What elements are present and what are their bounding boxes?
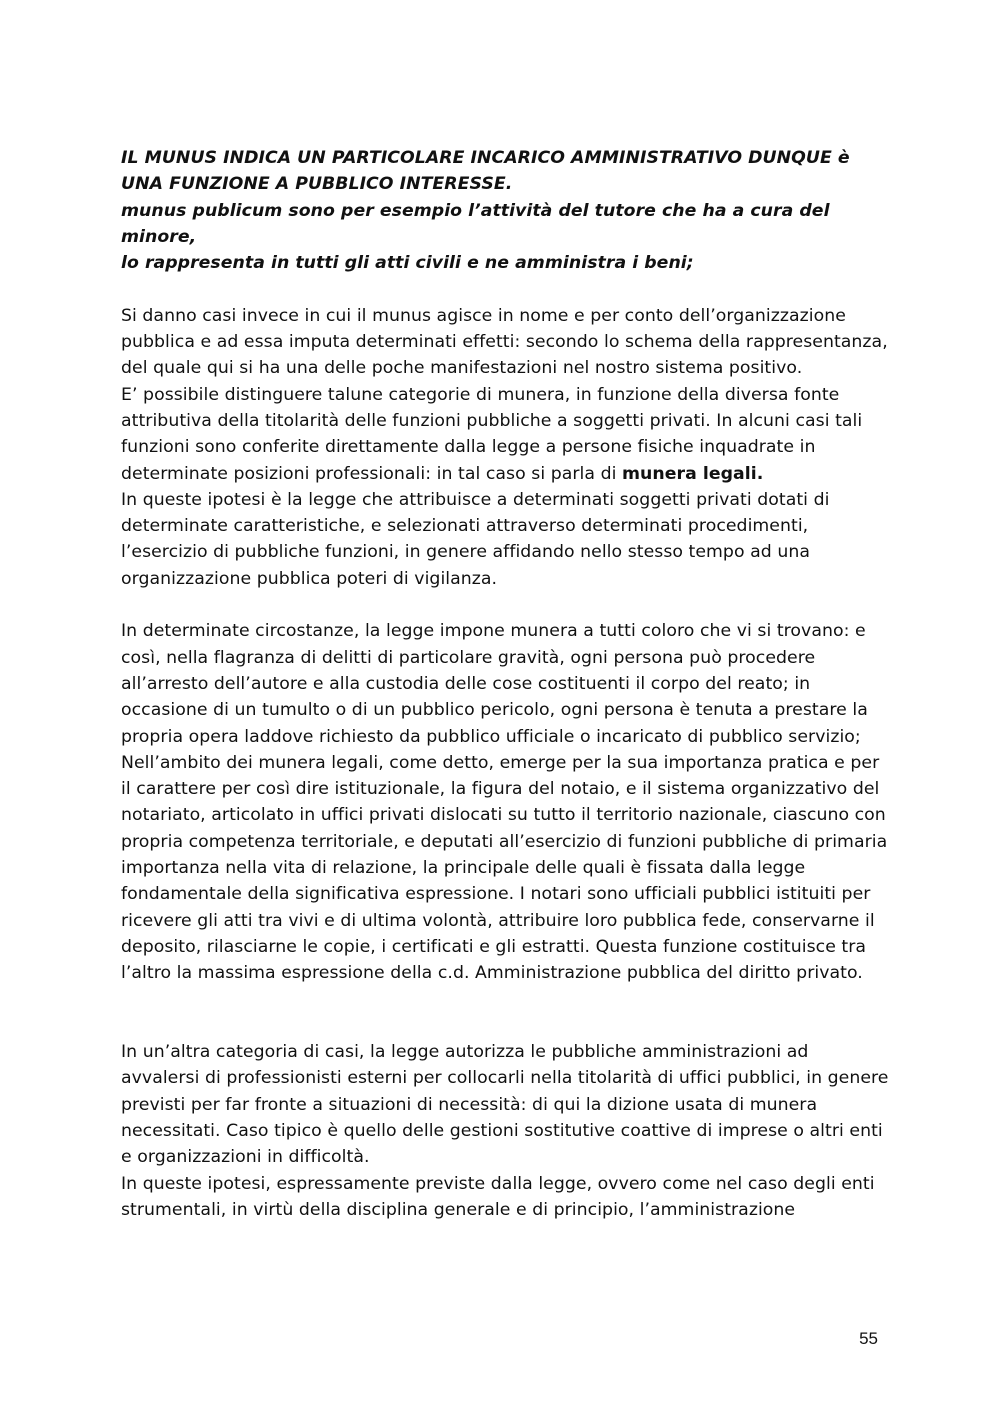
blank-line <box>121 592 891 618</box>
paragraph-necessitati: In un’altra categoria di casi, la legge autorizza le pubbliche amministrazioni ad avvalersi di professionisti esterni per collocarli nella titolarità di uffici pubblici, in genere previsti per far fronte a situazioni di necessità: di qui la dizione usata di munera necessitati. Caso tipico è quello delle gestioni sostitutive coattive di imprese o altri enti e organizzazioni in difficoltà. <box>121 1042 889 1168</box>
intro-line-4: lo rappresenta in tutti gli atti civili e ne amministra i beni; <box>121 253 694 274</box>
paragraph-legal-hypotheses: In queste ipotesi è la legge che attribuisce a determinati soggetti privati dotati di determinate caratteristiche, e selezionati attraverso determinati procedimenti, l’esercizio di pubbliche funzioni, in genere affidando nello stesso tempo ad una organizzazione pubblica poteri di vigilanza. <box>121 489 830 589</box>
paragraph-notary: Nell’ambito dei munera legali, come detto, emerge per la sua importanza pratica e per il carattere per così dire istituzionale, la figura del notaio, e il sistema organizzativo del notariato, articolato in uffici privati dislocati su tutto il territorio nazionale, ciascuno con propria competenza territoriale, e deputati all’esercizio di funzioni pubbliche di primaria importanza nella vita di relazione, la principale delle quali è fissata dalla legge fondamentale della significativa espressione. I notari sono ufficiali pubblici istituiti per ricevere gli atti tra vivi e di ultima volontà, attribuire loro pubblica fede, conservarne il deposito, rilasciarne le copie, i certificati e gli estratti. Questa funzione costituisce tra l’altro la massima espressione della c.d. Amministrazione pubblica del diritto privato. <box>121 752 888 984</box>
intro-line-3: munus publicum sono per esempio l’attività del tutore che ha a cura del minore, <box>121 200 830 247</box>
paragraph-hypotheses-continued: In queste ipotesi, espressamente previste dalla legge, ovvero come nel caso degli enti strumentali, in virtù della disciplina generale e di principio, l’amministrazione <box>121 1173 875 1220</box>
page-number: 55 <box>859 1329 878 1348</box>
intro-line-1: IL MUNUS INDICA UN PARTICOLARE INCARICO AMMINISTRATIVO DUNQUE è <box>121 148 850 168</box>
paragraph-categories-text: E’ possibile distinguere talune categorie di munera, in funzione della diversa fonte attributiva della titolarità delle funzioni pubbliche a soggetti privati. In alcuni casi tali funzioni sono conferite direttamente dalla legge a persone fisiche inquadrate in determinate posizioni professionali: in tal caso si parla di <box>121 384 863 484</box>
paragraph-representation: Si danno casi invece in cui il munus agisce in nome e per conto dell’organizzazione pubblica e ad essa imputa determinati effetti: secondo lo schema della rappresentanza, del quale qui si ha una delle poche manifestazioni nel nostro sistema positivo. <box>121 305 888 379</box>
intro-line-2: UNA FUNZIONE A PUBBLICO INTERESSE. <box>121 174 513 195</box>
blank-line <box>121 276 891 302</box>
paragraph-categories <box>121 382 891 487</box>
blank-lines <box>121 987 891 1040</box>
paragraph-circumstances: In determinate circostanze, la legge impone munera a tutti coloro che vi si trovano: e così, nella flagranza di delitti di particolare gravità, ogni persona può procedere all’arresto dell’autore e alla custodia delle cose costituenti il corpo del reato; in occasione di un tumulto o di un pubblico pericolo, ogni persona è tenuta a prestare la propria opera laddove richiesto da pubblico ufficiale o incaricato di pubblico servizio; <box>121 621 868 747</box>
munera-legali-bold: munera legali. <box>622 463 764 484</box>
page-content <box>121 145 891 1223</box>
